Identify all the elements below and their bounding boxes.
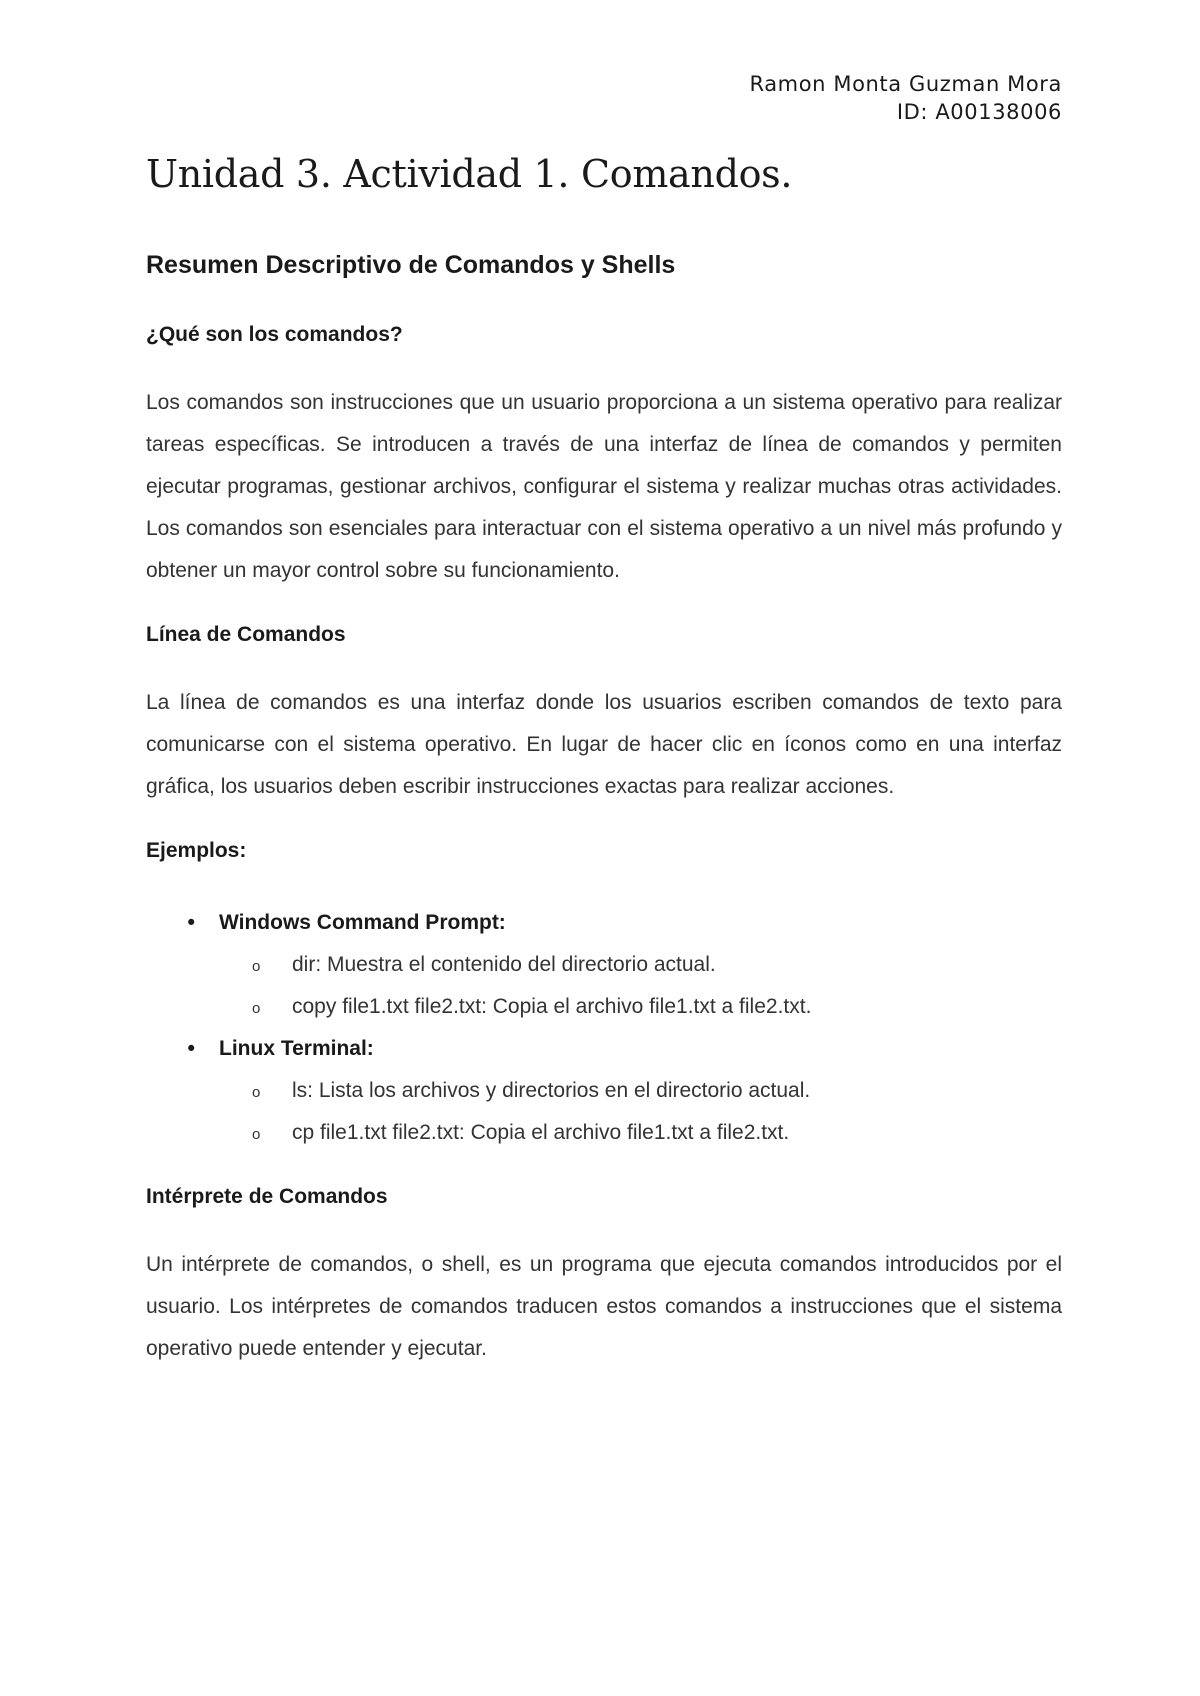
section-heading-ejemplos: Ejemplos: — [146, 839, 247, 862]
student-id: ID: A00138006 — [896, 100, 1062, 124]
document-header — [749, 70, 1062, 126]
section-paragraph-linea-comandos: La línea de comandos es una interfaz donde los usuarios escriben comandos de texto para comunicarse con el sistema operativo. En lugar de hacer clic en íconos como en una interfaz gráfica, los usuarios deben escribir instrucciones exactas para realizar acciones. — [146, 691, 1062, 798]
sub-list — [219, 1070, 1062, 1154]
section-heading-interprete: Intérprete de Comandos — [146, 1185, 388, 1208]
sub-item-text: copy file1.txt file2.txt: Copia el archivo file1.txt a file2.txt. — [292, 995, 812, 1018]
sub-bullet-icon: o — [252, 1084, 261, 1101]
sub-item-text: ls: Lista los archivos y directorios en el directorio actual. — [292, 1079, 811, 1102]
sub-list-item — [219, 1112, 1062, 1154]
author-name: Ramon Monta Guzman Mora — [749, 72, 1062, 96]
sub-list — [219, 944, 1062, 1028]
sub-item-text: cp file1.txt file2.txt: Copia el archivo file1.txt a file2.txt. — [292, 1121, 790, 1144]
sub-bullet-icon: o — [252, 1126, 261, 1143]
list-item — [146, 1028, 1062, 1154]
example-label-linux: Linux Terminal: — [219, 1037, 374, 1060]
sub-bullet-icon: o — [252, 958, 261, 975]
sub-list-item — [219, 1070, 1062, 1112]
section-paragraph-interprete: Un intérprete de comandos, o shell, es un programa que ejecuta comandos introducidos por el usuario. Los intérpretes de comandos traducen estos comandos a instrucciones que el sistema operativo puede entender y ejecutar. — [146, 1253, 1062, 1360]
sub-bullet-icon: o — [252, 1000, 261, 1017]
document-body — [146, 148, 1062, 1370]
list-item — [146, 902, 1062, 1028]
bullet-icon: • — [185, 911, 198, 935]
document-subtitle: Resumen Descriptivo de Comandos y Shells — [146, 251, 676, 279]
sub-list-item — [219, 944, 1062, 986]
bullet-icon: • — [185, 1037, 198, 1061]
section-heading-linea-comandos: Línea de Comandos — [146, 623, 346, 646]
sub-list-item — [219, 986, 1062, 1028]
examples-list — [146, 902, 1062, 1154]
sub-item-text: dir: Muestra el contenido del directorio actual. — [292, 953, 716, 976]
section-paragraph-que-son: Los comandos son instrucciones que un usuario proporciona a un sistema operativo para realizar tareas específicas. Se introducen a través de una interfaz de línea de comandos y permiten ejecutar programas, gestionar archivos, configurar el sistema y realizar muchas otras actividades. Los comandos son esenciales para interactuar con el sistema operativo a un nivel más profundo y obtener un mayor control sobre su funcionamiento. — [146, 391, 1062, 582]
document-title: Unidad 3. Actividad 1. Comandos. — [146, 152, 793, 196]
example-label-windows: Windows Command Prompt: — [219, 911, 506, 934]
section-heading-que-son: ¿Qué son los comandos? — [146, 323, 403, 346]
